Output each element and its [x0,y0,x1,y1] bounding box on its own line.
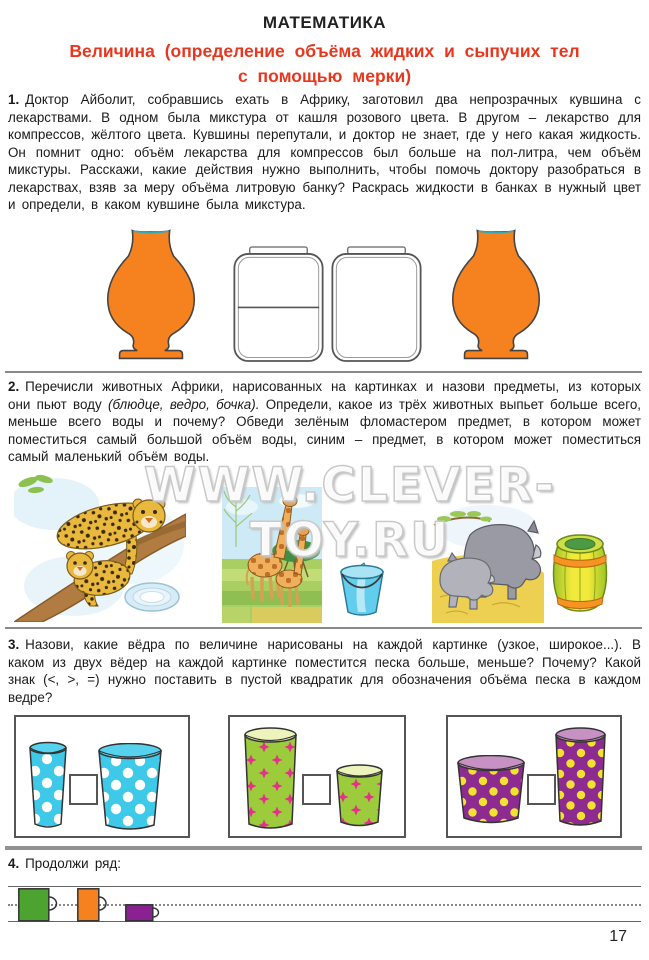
green-mug-icon [18,888,62,922]
task-1-number: 1. [8,92,20,107]
answer-box-2[interactable] [302,774,331,805]
wide-purple-bucket [457,755,525,826]
task-2-body-before: Перечисли животных Африки, нарисованных на картинках и назови предметы, из которых они пьют воду [8,379,641,412]
task-3-body: Назови, какие вёдра по величине нарисованы на каждой картинке (узкое, широкое...). В каком из двух вёдер на каждой картинке поместится песка больше, меньше? Почему? Какой знак (<, >, =) нужно поставить в пустой квадратик для обозначения объёма песка в каждом ведре? [8,637,641,705]
water-bucket-icon [338,562,386,618]
bucket-pair-frame-2 [228,715,406,838]
tall-green-bucket [244,727,297,831]
task-1-text [8,91,641,214]
writing-line-top [8,886,641,887]
page-title: МАТЕМАТИКА [262,13,387,32]
task-3-number: 3. [8,637,20,652]
liter-jar-plain[interactable] [330,246,423,363]
task-2-body-after: Определи, какое из трёх животных выпьет больше всего, меньше всего воды и почему? Обведи зелёным фломастером предмет, в котором может поместиться самый большой объём воды, синим – предмет, в котором может поместиться самый маленький объём воды. [8,396,642,464]
watermark: WWW.CLEVER-TOY.RU [143,458,557,568]
answer-box-1[interactable] [69,774,98,805]
narrow-cyan-bucket [29,741,67,830]
wide-cyan-bucket [98,743,162,832]
task-4-text [8,855,641,873]
section-subtitle [0,39,649,89]
task-4-number: 4. [8,856,20,871]
divider-3 [5,846,642,850]
bucket-pair-frame-1 [14,715,190,838]
subtitle-line-2: с помощью мерки) [237,66,412,86]
orange-jug-right-icon [437,227,555,362]
orange-mug-icon [77,888,111,922]
task-2-body-italic: (блюдце, ведро, бочка). [107,396,260,412]
answer-box-3[interactable] [527,774,556,805]
saucer-icon [124,581,180,613]
task-3-text [8,636,641,706]
task-1-body: Доктор Айболит, собравшись ехать в Африку, заготовил два непрозрачных кувшина с лекарствами. В одном была микстура от кашля розового цвета. В другом – лекарство для компрессов, жёлтого цвета. Кувшины перепутали, и доктор не знает, где у него какая жидкость. Он помнит одно: объём лекарства для компрессов был больше на пол-литра, чем объём микстуры. Расскажи, какие действия нужно выполнить, чтобы помочь доктору разобраться в лекарствах, взяв за меру объёма литровую банку? Раскрась жидкости в банках в нужный цвет и определи, в каком кувшине была микстура. [8,92,641,212]
page-number: 17 [609,928,627,945]
orange-jug-left-icon [92,227,210,362]
short-green-bucket [336,764,383,829]
divider-1 [5,371,642,373]
purple-mug-icon [125,904,165,922]
tall-purple-bucket [555,727,606,828]
task-4-body: Продолжи ряд: [25,856,121,871]
subtitle-line-1: Величина (определение объёма жидких и сыпучих тел [69,41,580,61]
task-2-text [8,378,641,466]
liter-jar-with-half-mark[interactable] [232,246,325,363]
bucket-pair-frame-3 [446,715,622,838]
task-2-number: 2. [8,379,20,394]
divider-2 [5,627,642,629]
